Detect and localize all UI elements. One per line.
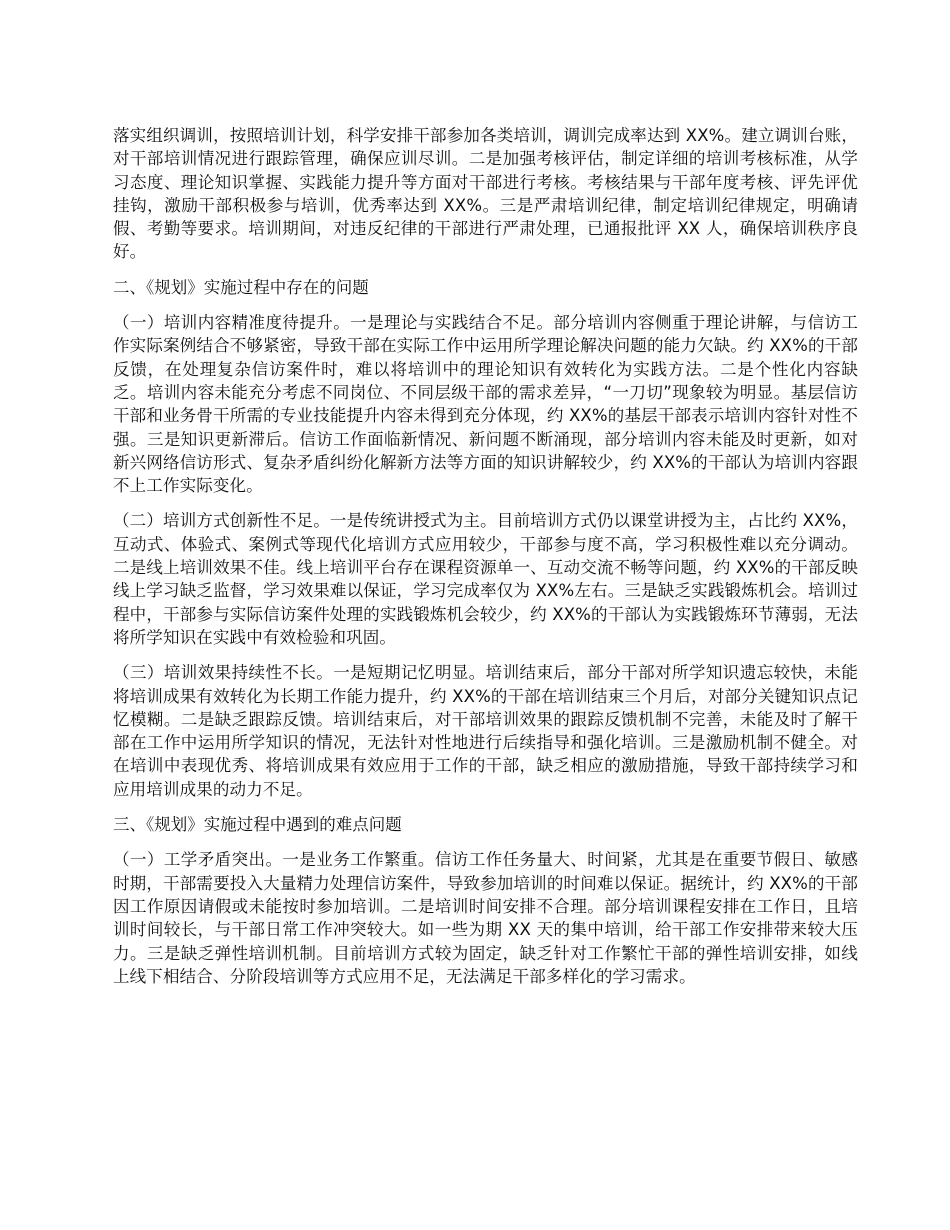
paragraph-effect-sustainability: （三）培训效果持续性不长。一是短期记忆明显。培训结束后，部分干部对所学知识遗忘较快，未能将培训成果有效转化为长期工作能力提升，约 XX%的干部在培训结束三个月后，对部分关键知识点记忆模糊。二是缺乏跟踪反馈。培训结束后，对干部培训效果的跟踪反馈机制不完善，未能及时了解干部在工作中运用所学知识的情况，无法针对性地进行后续指导和强化培训。三是激励机制不健全。对在培训中表现优秀、将培训成果有效应用于工作的干部，缺乏相应的激励措施，导致干部持续学习和应用培训成果的动力不足。 — [113, 663, 858, 799]
paragraph-training-implementation: 落实组织调训，按照培训计划，科学安排干部参加各类培训，调训完成率达到 XX%。建立调训台账，对干部培训情况进行跟踪管理，确保应训尽训。二是加强考核评估，制定详细的培训考核标准，从学习态度、理论知识掌握、实践能力提升等方面对干部进行考核。考核结果与干部年度考核、评先评优挂钩，激励干部积极参与培训，优秀率达到 XX%。三是严肃培训纪律，制定培训纪律规定，明确请假、考勤等要求。培训期间，对违反纪律的干部进行严肃处理，已通报批评 XX 人，确保培训秩序良好。 — [113, 126, 858, 262]
paragraph-method-innovation: （二）培训方式创新性不足。一是传统讲授式为主。目前培训方式仍以课堂讲授为主，占比约 XX%，互动式、体验式、案例式等现代化培训方式应用较少，干部参与度不高，学习积极性难以充分调动。二是线上培训效果不佳。线上培训平台存在课程资源单一、互动交流不畅等问题，约 XX%的干部反映线上学习缺乏监督，学习效果难以保证，学习完成率仅为 XX%左右。三是缺乏实践锻炼机会。培训过程中，干部参与实际信访案件处理的实践锻炼机会较少，约 XX%的干部认为实践锻炼环节薄弱，无法将所学知识在实践中有效检验和巩固。 — [113, 511, 858, 647]
section-heading-difficulties: 三、《规划》实施过程中遇到的难点问题 — [113, 815, 402, 835]
paragraph-work-study-conflict: （一）工学矛盾突出。一是业务工作繁重。信访工作任务量大、时间紧，尤其是在重要节假日、敏感时期，干部需要投入大量精力处理信访案件，导致参加培训的时间难以保证。据统计，约 XX%的干部因工作原因请假或未能按时参加培训。二是培训时间安排不合理。部分培训课程安排在工作日，且培训时间较长，与干部日常工作冲突较大。如一些为期 XX 天的集中培训，给干部工作安排带来较大压力。三是缺乏弹性培训机制。目前培训方式较为固定，缺乏针对工作繁忙干部的弹性培训安排，如线上线下相结合、分阶段培训等方式应用不足，无法满足干部多样化的学习需求。 — [113, 850, 858, 986]
paragraph-content-precision: （一）培训内容精准度待提升。一是理论与实践结合不足。部分培训内容侧重于理论讲解，与信访工作实际案例结合不够紧密，导致干部在实际工作中运用所学理论解决问题的能力欠缺。约 XX%的干部反馈，在处理复杂信访案件时，难以将培训中的理论知识有效转化为实践方法。二是个性化内容缺乏。培训内容未能充分考虑不同岗位、不同层级干部的需求差异，“一刀切”现象较为明显。基层信访干部和业务骨干所需的专业技能提升内容未得到充分体现，约 XX%的基层干部表示培训内容针对性不强。三是知识更新滞后。信访工作面临新情况、新问题不断涌现，部分培训内容未能及时更新，如对新兴网络信访形式、复杂矛盾纠纷化解新方法等方面的知识讲解较少，约 XX%的干部认为培训内容跟不上工作实际变化。 — [113, 313, 858, 496]
document-page — [113, 124, 858, 1000]
section-heading-existing-problems: 二、《规划》实施过程中存在的问题 — [113, 277, 369, 297]
